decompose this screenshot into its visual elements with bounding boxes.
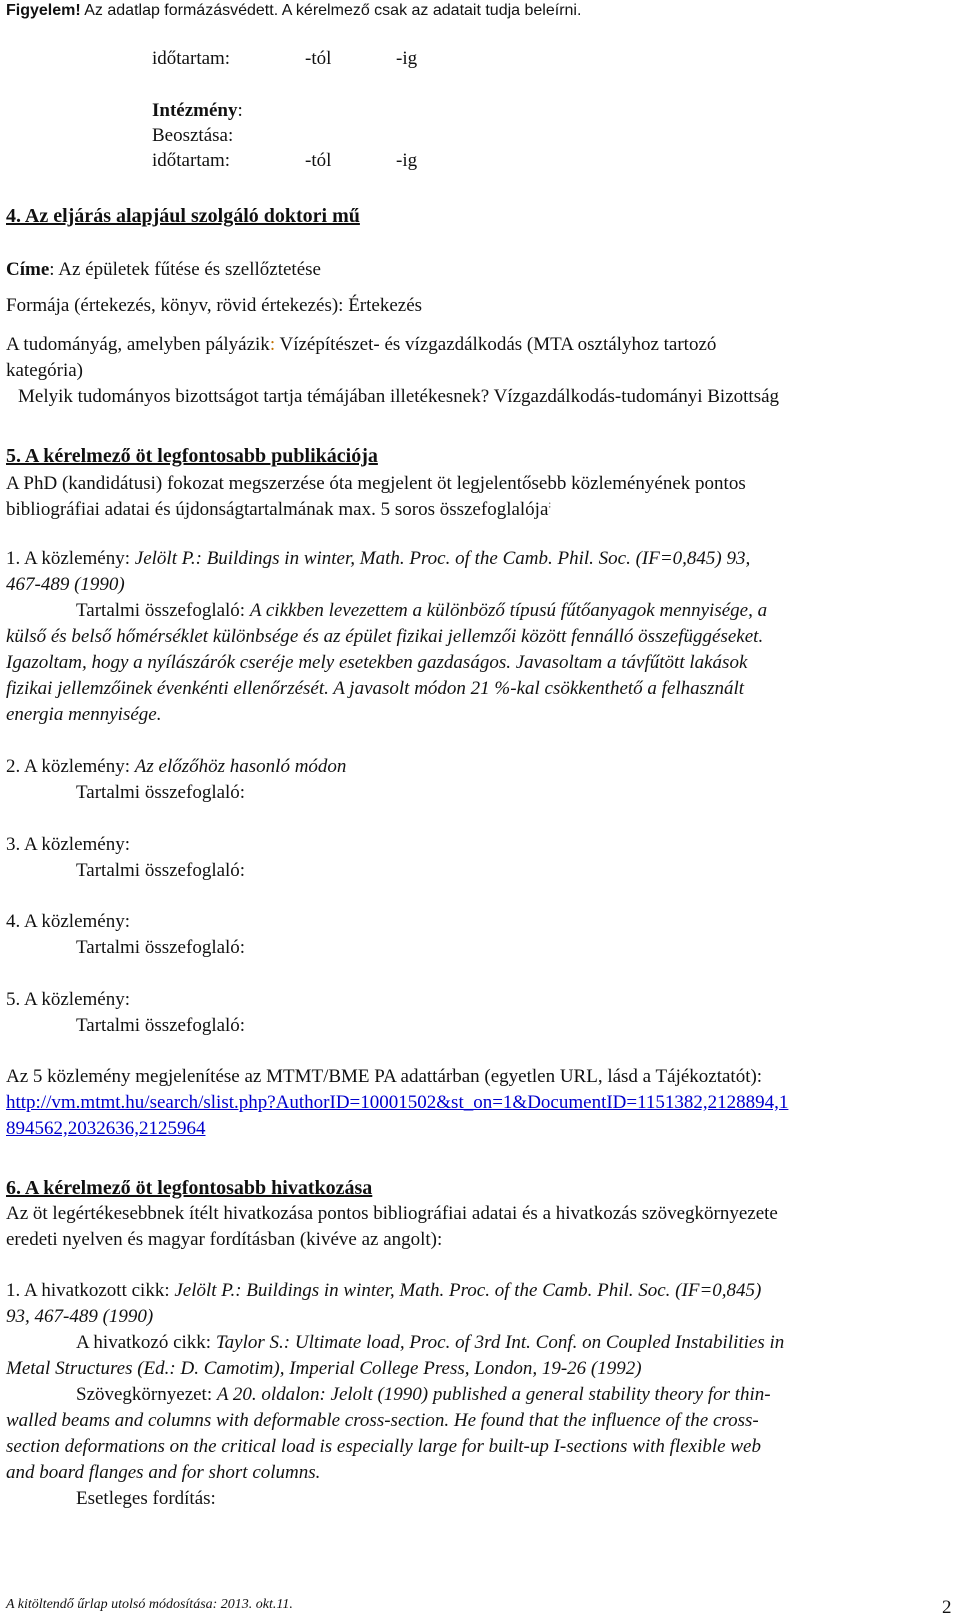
thesis-title-value: : Az épületek fűtése és szellőztetése <box>49 259 321 280</box>
pub4-summary-label: Tartalmi összefoglaló: <box>76 937 246 958</box>
pub1-summary-line <box>76 598 767 624</box>
mtmt-url-link-1[interactable]: http://vm.mtmt.hu/search/slist.php?AuthorID=10001502&st_on=1&DocumentID=1151382,2128894,1 <box>6 1092 789 1113</box>
mtmt-line: Az 5 közlemény megjelenítése az MTMT/BME PA adattárban (egyetlen URL, lásd a Tájékoztatót): <box>6 1066 763 1087</box>
pub2-label: 2. A közlemény: <box>6 756 135 777</box>
context-text-4: and board flanges and for short columns. <box>6 1462 321 1483</box>
field-colon: : <box>269 334 276 355</box>
duration-to-1: -ig <box>396 48 418 69</box>
pub1-summary-2: külső és belső hőmérséklet különbsége és az épület fizikai jellemzői között fennálló összefüggéseket. <box>6 626 764 647</box>
pub4-label: 4. A közlemény: <box>6 911 131 932</box>
context-label: Szövegkörnyezet: <box>76 1384 217 1405</box>
cited-article-ref-2: 93, 467-489 (1990) <box>6 1306 154 1327</box>
position-label: Beosztása: <box>152 125 234 146</box>
section5-intro-2 <box>6 497 551 523</box>
section5-intro-2-text: bibliográfiai adatai és újdonságtartalmának max. 5 soros összefoglalója <box>6 499 549 520</box>
duration-label-2: időtartam: <box>152 150 231 171</box>
translation-label: Esetleges fordítás: <box>76 1488 216 1509</box>
pub1-summary-5: energia mennyisége. <box>6 704 162 725</box>
committee-question: Melyik tudományos bizottságot tartja témájában illetékesnek? <box>18 386 490 407</box>
section6-intro-2: eredeti nyelven és magyar fordításban (kivéve az angolt): <box>6 1229 443 1250</box>
institution-line <box>152 98 243 124</box>
context-line <box>76 1382 771 1408</box>
pub2-value: Az előzőhöz hasonló módon <box>134 756 347 777</box>
context-text-1: A 20. oldalon: Jelolt (1990) published a general stability theory for thin- <box>216 1384 771 1405</box>
section5-heading: 5. A kérelmező öt legfontosabb publikációja <box>6 445 378 467</box>
duration-label-1: időtartam: <box>152 48 231 69</box>
section5-intro-1: A PhD (kandidátusi) fokozat megszerzése óta megjelent öt legjelentősebb közleményének pontos <box>6 473 746 494</box>
notice-text: Az adatlap formázásvédett. A kérelmező csak az adatait tudja beleírni. <box>80 2 582 19</box>
page-number: 2 <box>942 1597 952 1618</box>
pub5-label: 5. A közlemény: <box>6 989 131 1010</box>
pub1-line <box>6 546 750 572</box>
pub2-summary-label: Tartalmi összefoglaló: <box>76 782 246 803</box>
thesis-form-line: Formája (értekezés, könyv, rövid értekezés): Értekezés <box>6 295 423 316</box>
institution-label: Intézmény <box>152 100 238 121</box>
institution-colon: : <box>237 100 243 121</box>
field-line <box>6 332 716 358</box>
pub1-summary-4: fizikai jellemzőinek évenkénti ellenőrzését. A javasolt módon 21 %-kal csökkenthető a felhasznált <box>6 678 745 699</box>
duration-from-2: -tól <box>305 150 332 171</box>
pub1-summary-3: Igazoltam, hogy a nyílászárók cseréje mely esetekben gazdaságos. Javasoltam a távfűtött lakások <box>6 652 748 673</box>
committee-answer: Vízgazdálkodás-tudományi Bizottság <box>489 386 780 407</box>
pub5-summary-label: Tartalmi összefoglaló: <box>76 1015 246 1036</box>
thesis-title-label: Címe <box>6 259 50 280</box>
field-label: A tudományág, amelyben pályázik <box>6 334 270 355</box>
cited-article-label: 1. A hivatkozott cikk: <box>6 1280 175 1301</box>
mtmt-url-link-2[interactable]: 894562,2032636,2125964 <box>6 1118 206 1139</box>
context-text-2: walled beams and columns with deformable cross-section. He found that the influence of the cross- <box>6 1410 759 1431</box>
committee-line <box>18 384 779 410</box>
citing-article-label: A hivatkozó cikk: <box>76 1332 216 1353</box>
notice-warning-label: Figyelem! <box>6 2 81 19</box>
duration-from-1: -tól <box>305 48 332 69</box>
footer-modified-date: A kitöltendő űrlap utolsó módosítása: 2013. okt.11. <box>6 1597 293 1612</box>
section4-heading: 4. Az eljárás alapjául szolgáló doktori mű <box>6 205 360 227</box>
section6-heading: 6. A kérelmező öt legfontosabb hivatkozása <box>6 1177 373 1199</box>
section6-intro-1: Az öt legértékesebbnek ítélt hivatkozása pontos bibliográfiai adatai és a hivatkozás szövegkörnyezete <box>6 1203 778 1224</box>
pub1-summary-1: A cikkben levezettem a különböző típusú fűtőanyagok mennyisége, a <box>249 600 768 621</box>
pub1-summary-label: Tartalmi összefoglaló: <box>76 600 250 621</box>
thesis-title-line <box>6 257 321 283</box>
pub3-summary-label: Tartalmi összefoglaló: <box>76 860 246 881</box>
cited-article-ref-1: Jelölt P.: Buildings in winter, Math. Proc. of the Camb. Phil. Soc. (IF=0,845) <box>174 1280 762 1301</box>
section5-intro-sup: : <box>548 499 552 511</box>
format-protection-notice <box>6 0 581 22</box>
duration-to-2: -ig <box>396 150 418 171</box>
pub1-ref-2: 467-489 (1990) <box>6 574 125 595</box>
citing-article-ref-2: Metal Structures (Ed.: D. Camotim), Imperial College Press, London, 19-26 (1992) <box>6 1358 642 1379</box>
field-value: Vízépítészet- és vízgazdálkodás (MTA osztályhoz tartozó <box>275 334 717 355</box>
pub2-line <box>6 754 346 780</box>
context-text-3: section deformations on the critical load is especially large for built-up I-sections with flexible web <box>6 1436 761 1457</box>
citing-article-ref-1: Taylor S.: Ultimate load, Proc. of 3rd Int. Conf. on Coupled Instabilities in <box>215 1332 785 1353</box>
pub1-label: 1. A közlemény: <box>6 548 135 569</box>
field-value-cont: kategória) <box>6 360 84 381</box>
pub1-ref-1: Jelölt P.: Buildings in winter, Math. Proc. of the Camb. Phil. Soc. (IF=0,845) 93, <box>134 548 751 569</box>
citing-article-line <box>76 1330 784 1356</box>
pub3-label: 3. A közlemény: <box>6 834 131 855</box>
cited-article-line <box>6 1278 761 1304</box>
